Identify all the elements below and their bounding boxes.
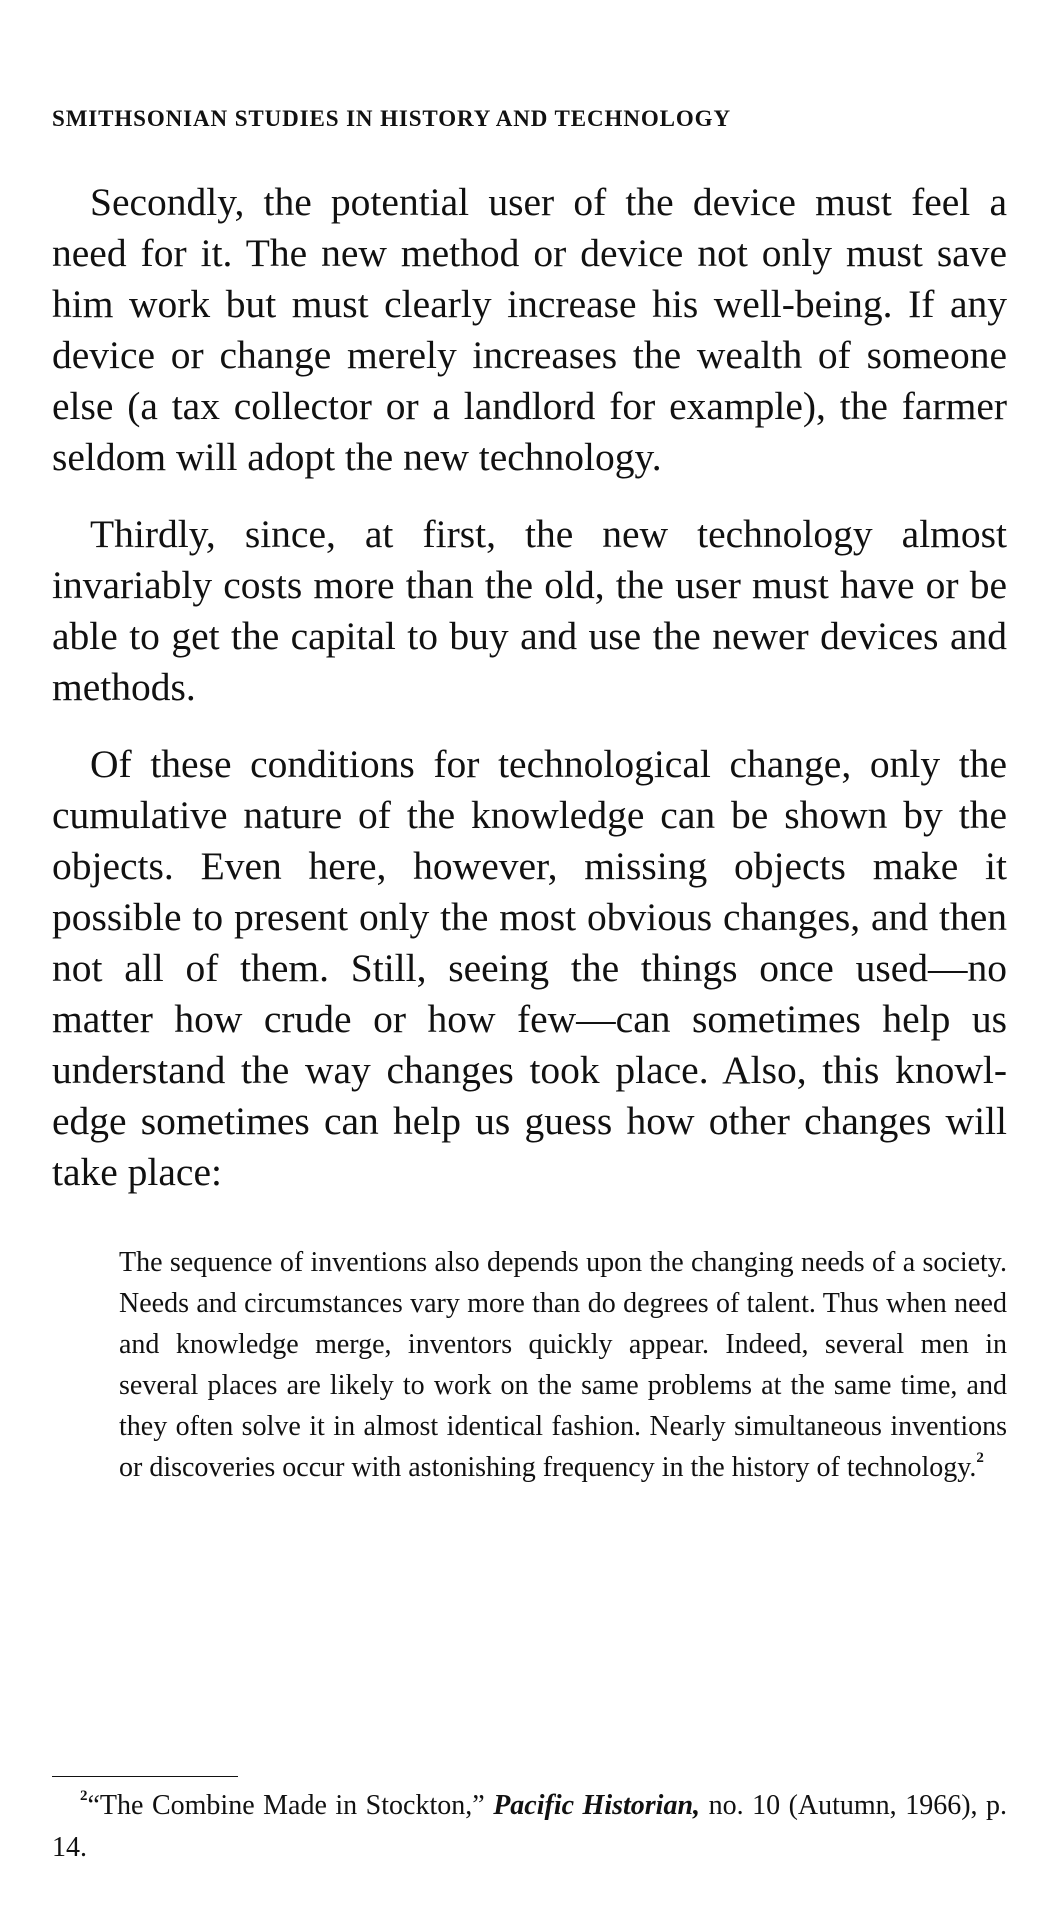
footnote-rule bbox=[52, 1776, 238, 1777]
footnote-journal: Pacific Historian, bbox=[493, 1790, 701, 1821]
book-page bbox=[52, 0, 1007, 1919]
block-quotation bbox=[119, 1242, 1007, 1488]
footnote-number: 2 bbox=[80, 1788, 88, 1804]
footnote-details: no. 10 (Autumn, 1966), p. 14. bbox=[52, 1790, 1008, 1863]
footnote-title: “The Combine Made in Stockton,” bbox=[87, 1790, 485, 1821]
footnote bbox=[52, 1785, 1007, 1869]
running-head: SMITHSONIAN STUDIES IN HISTORY AND TECHNOLOGY bbox=[52, 106, 731, 131]
quotation-text: The sequence of inventions also depends upon the changing needs of a society. Needs and circumstances vary more than do degrees of talent. Thus when need and knowledge merge, inventors quickly appear. Indeed, several men in several places are likely to work on the same problems at the same time, and they often solve it in almost identical fashion. Nearly simultaneous inventions or discoveries occur with astonishing frequency in the history of technology. bbox=[119, 1247, 1007, 1483]
footnote-reference: 2 bbox=[976, 1450, 984, 1466]
paragraph-secondly: Secondly, the potential user of the device must feel a need for it. The new method or device not only must save him work but must clearly increase his well-being. If any device or change merely increases the wealth of someone else (a tax collector or a landlord for example), the farmer seldom will adopt the new technology. bbox=[52, 180, 1007, 479]
body-text bbox=[52, 177, 1007, 1488]
paragraph-thirdly: Thirdly, since, at first, the new technology almost invariably costs more than the old, the user must have or be able to get the capital to buy and use the newer devices and methods. bbox=[52, 512, 1007, 709]
paragraph-conditions: Of these conditions for technological change, only the cumulative nature of the knowledge can be shown by the objects. Even here, however, missing objects make it possible to present only the most obvious changes, and then not all of them. Still, seeing the things once used—no matter how crude or how few—can sometimes help us understand the way changes took place. Also, this knowledge sometimes can help us guess how other changes will take place: bbox=[52, 742, 1007, 1194]
